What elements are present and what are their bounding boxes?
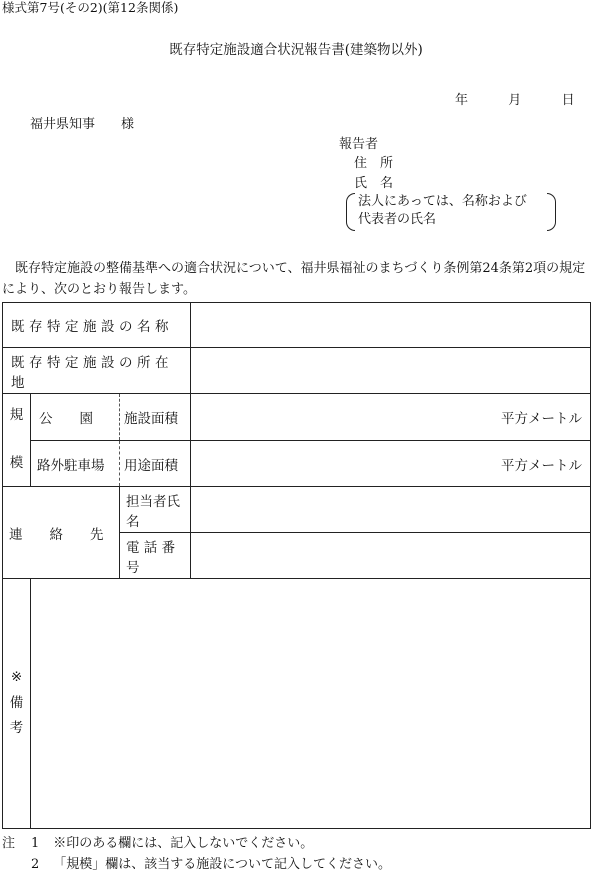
row-contact-person	[3, 487, 591, 533]
parking-label: 路外駐車場	[31, 441, 120, 487]
facility-name-label: 既存特定施設の名称	[3, 303, 191, 348]
reporter-label: 報告者	[339, 137, 379, 152]
note-1-number: 1	[31, 836, 40, 851]
right-bracket	[547, 193, 556, 231]
note-2-number: 2	[31, 857, 40, 872]
date-day-label: 日	[561, 93, 575, 108]
report-table	[2, 302, 591, 829]
facility-area-unit: 平方メートル	[501, 411, 582, 427]
facility-area-field[interactable]	[191, 394, 591, 441]
person-name-label: 担当者氏名	[120, 487, 191, 533]
row-facility-name	[3, 303, 591, 348]
use-area-field[interactable]	[191, 441, 591, 487]
facility-location-field[interactable]	[191, 348, 591, 394]
row-parking	[3, 441, 591, 487]
remarks-mark: ※	[10, 669, 23, 686]
scale-label-char2: 模	[9, 455, 24, 471]
note-2	[2, 857, 391, 873]
date-year-label: 年	[455, 93, 469, 108]
facility-area-label: 施設面積	[120, 394, 191, 441]
row-remarks	[3, 579, 591, 829]
use-area-unit: 平方メートル	[501, 457, 582, 474]
scale-label	[3, 394, 31, 487]
note-2-text: 「規模」欄は、該当する施設について記入してください。	[53, 857, 392, 872]
person-name-field[interactable]	[191, 487, 591, 533]
notes-prefix: 注	[2, 836, 16, 851]
scale-label-char1: 規	[9, 407, 24, 424]
contact-label: 連 絡 先	[3, 487, 120, 579]
addressee: 福井県知事 様	[30, 117, 135, 132]
note-1-text: ※印のある欄には、記入しないでください。	[53, 836, 314, 851]
left-bracket	[346, 193, 355, 231]
corporate-note	[346, 193, 558, 231]
remarks-char2: 考	[9, 720, 24, 737]
corporate-note-line1: 法人にあっては、名称および	[358, 194, 527, 209]
reporter-address-label: 住 所	[354, 156, 394, 171]
reporter-name-label: 氏 名	[354, 176, 394, 191]
remarks-char1: 備	[9, 694, 24, 711]
facility-name-field[interactable]	[191, 303, 591, 348]
row-facility-location	[3, 348, 591, 394]
body-text: 既存特定施設の整備基準への適合状況について、福井県福祉のまちづくり条例第24条第2項の規定により、次のとおり報告します。	[2, 261, 586, 297]
phone-label: 電 話 番 号	[120, 533, 191, 579]
remarks-field[interactable]	[31, 579, 591, 829]
note-1	[2, 836, 313, 852]
corporate-note-line2: 代表者の氏名	[358, 212, 437, 227]
date-month-label: 月	[508, 93, 522, 108]
form-number: 様式第7号(その2)(第12条関係)	[2, 0, 179, 15]
facility-location-label: 既存特定施設の所在地	[3, 348, 191, 394]
remarks-label	[3, 579, 31, 829]
park-label: 公 園	[31, 394, 120, 441]
use-area-label: 用途面積	[120, 441, 191, 487]
date-line	[455, 93, 575, 109]
document-title: 既存特定施設適合状況報告書(建築物以外)	[169, 42, 423, 58]
row-park	[3, 394, 591, 441]
phone-field[interactable]	[191, 533, 591, 579]
